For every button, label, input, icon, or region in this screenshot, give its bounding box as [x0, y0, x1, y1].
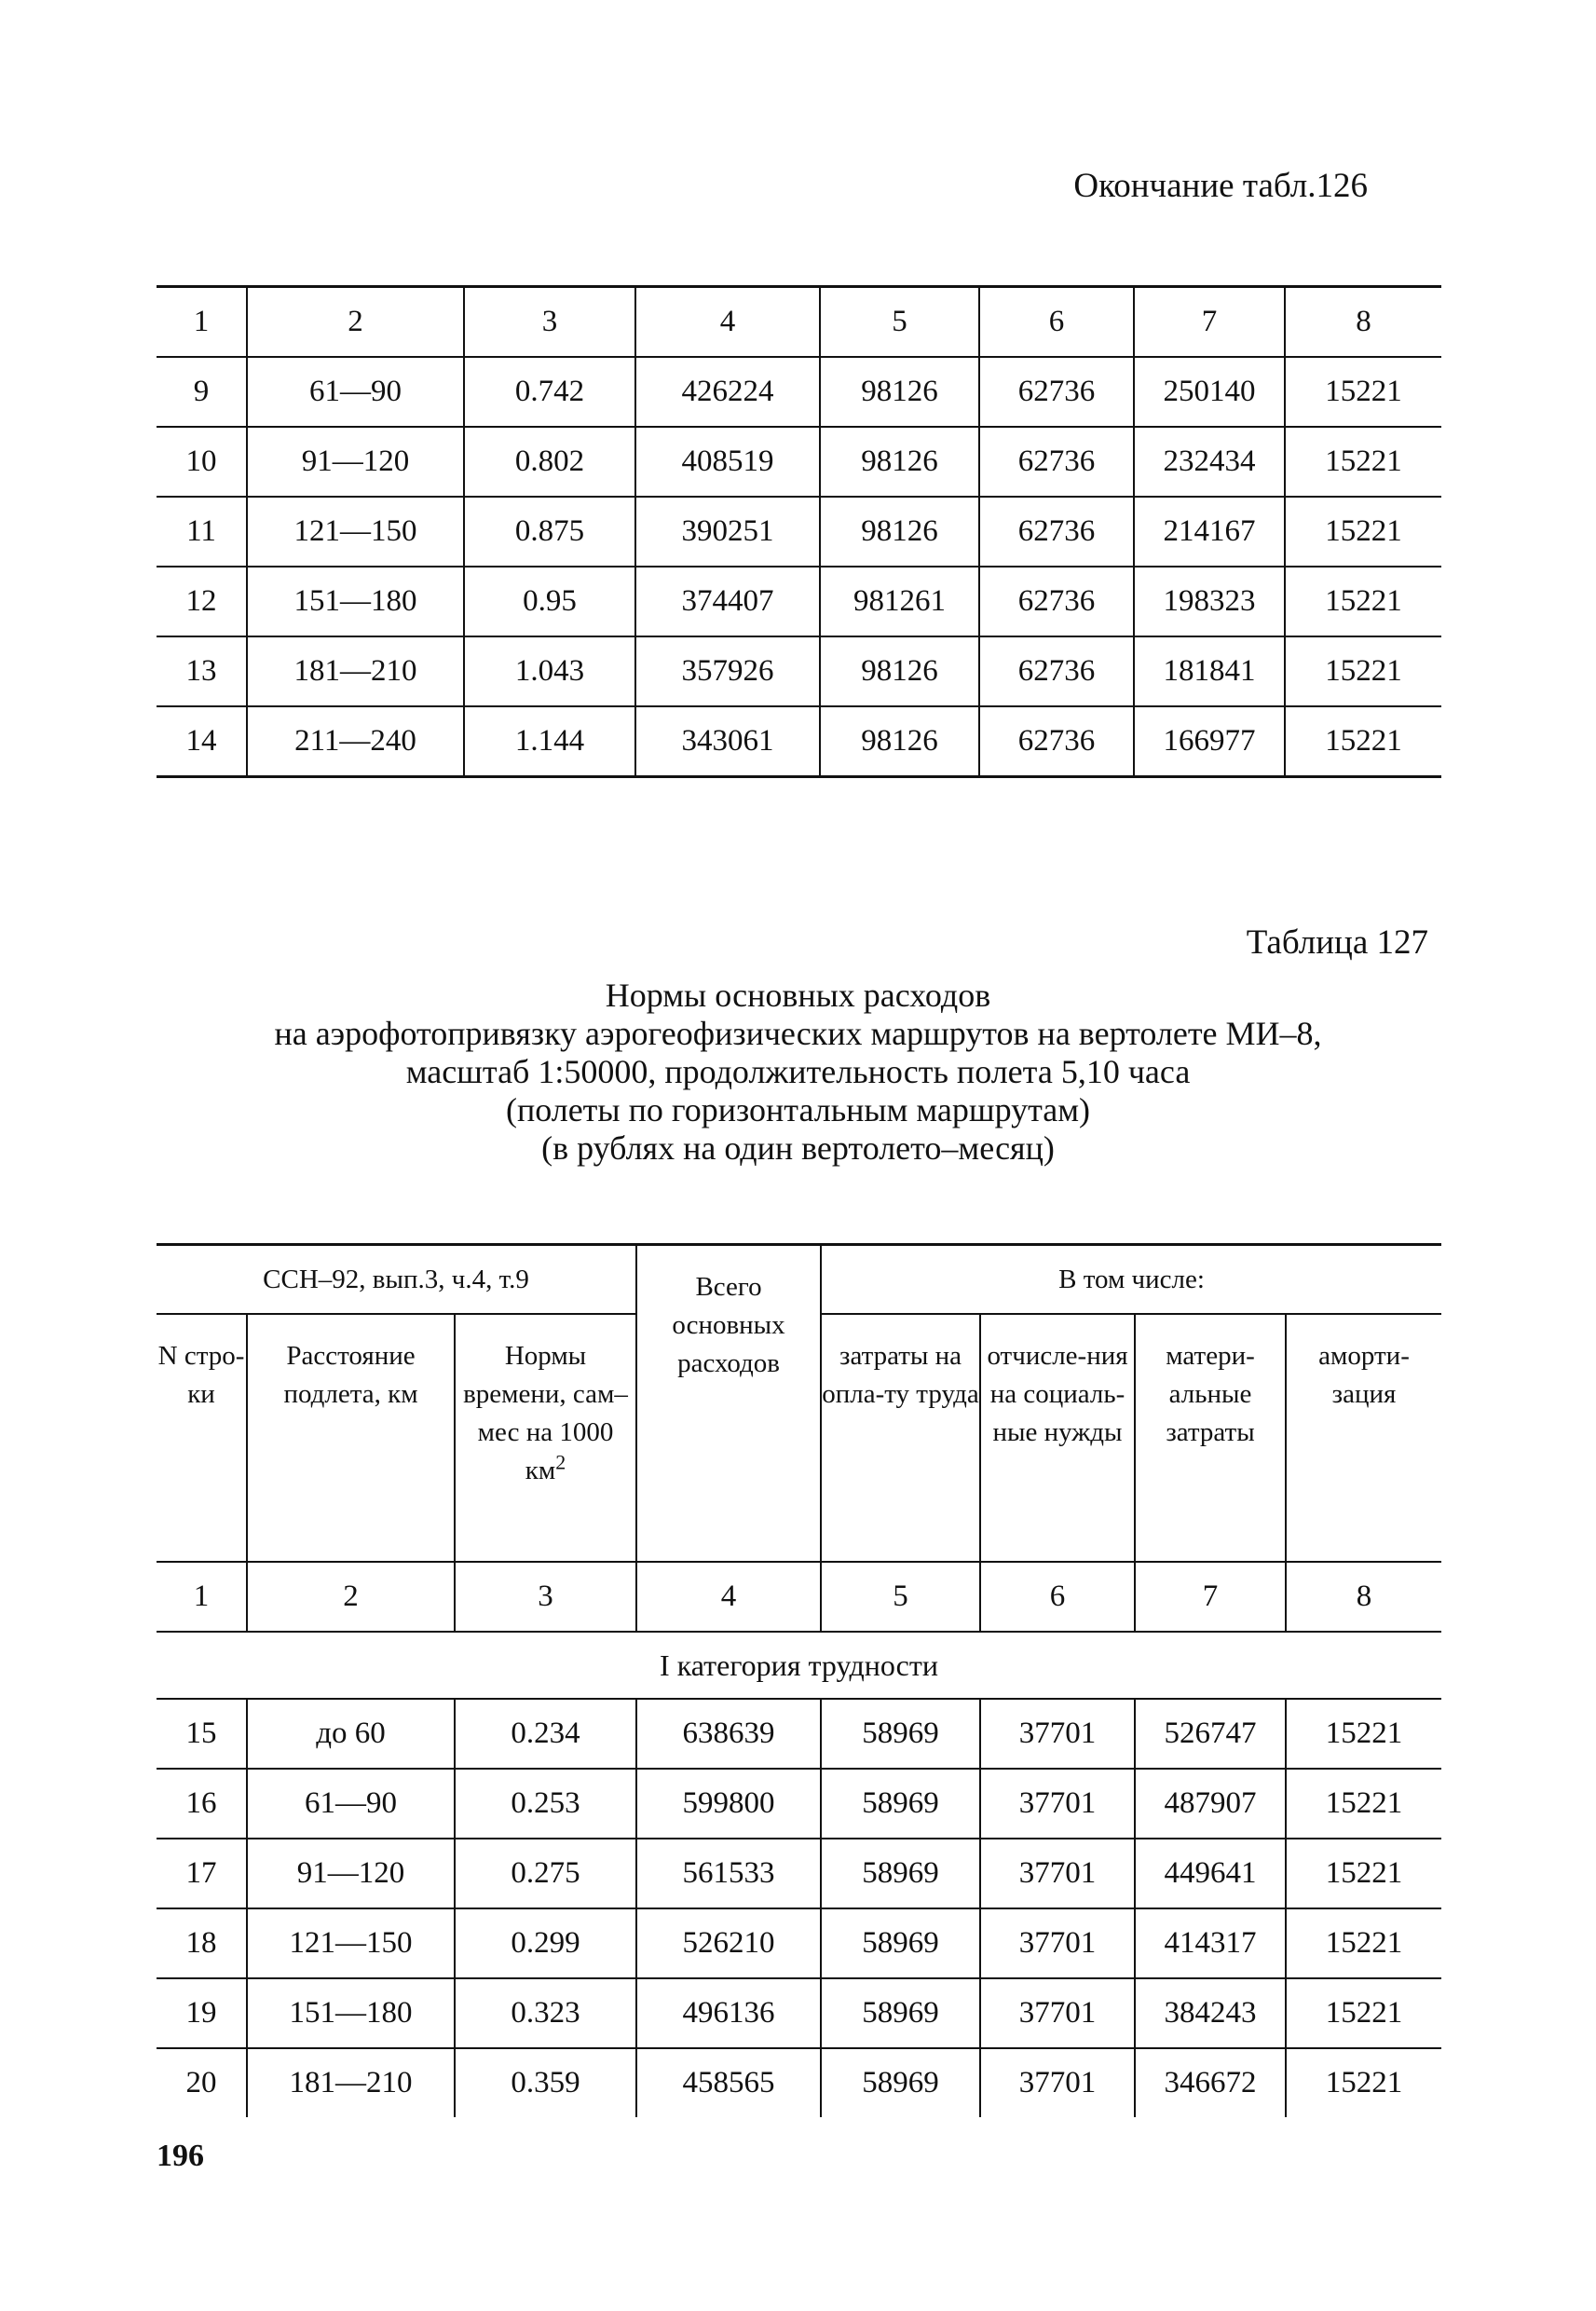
table-cell: 15221 [1285, 357, 1441, 427]
table-cell: 58969 [821, 1839, 980, 1908]
column-number-cell: 6 [980, 1562, 1135, 1632]
page-number: 196 [157, 2139, 204, 2173]
table-cell: 98126 [820, 636, 979, 706]
table-cell: 408519 [635, 427, 820, 497]
table-cell: 15221 [1286, 1908, 1441, 1978]
table-cell: 18 [157, 1908, 247, 1978]
table-cell: 599800 [636, 1769, 821, 1839]
column-number-cell: 3 [455, 1562, 636, 1632]
table-cell: 37701 [980, 1769, 1135, 1839]
table-row [157, 2048, 1441, 2117]
table-cell: 181841 [1134, 636, 1285, 706]
table-cell: 62736 [979, 427, 1134, 497]
table-row [157, 1978, 1441, 2048]
table-cell: 37701 [980, 1908, 1135, 1978]
section-row [157, 1632, 1441, 1699]
table-row [157, 636, 1441, 706]
table-cell: 12 [157, 567, 247, 636]
column-number-row [157, 1562, 1441, 1632]
table-cell: до 60 [247, 1699, 455, 1769]
material-costs-header: матери-альные затраты [1135, 1314, 1286, 1562]
table-cell: 0.275 [455, 1839, 636, 1908]
table-cell: 0.802 [464, 427, 635, 497]
social-deductions-header: отчисле-ния на социаль-ные нужды [980, 1314, 1135, 1562]
table-cell: 526210 [636, 1908, 821, 1978]
table-cell: 62736 [979, 497, 1134, 567]
table-cell: 15221 [1286, 1699, 1441, 1769]
table-cell: 20 [157, 2048, 247, 2117]
table-cell: 37701 [980, 2048, 1135, 2117]
column-number-cell: 8 [1286, 1562, 1441, 1632]
table-cell: 346672 [1135, 2048, 1286, 2117]
total-expenses-header: Всего основных расходов [636, 1245, 821, 1563]
table-cell: 62736 [979, 357, 1134, 427]
row-number-header: N стро-ки [157, 1314, 247, 1562]
table-row [157, 1699, 1441, 1769]
table-cell: 58969 [821, 1978, 980, 2048]
table-cell: 121—150 [247, 1908, 455, 1978]
table-cell: 91—120 [247, 427, 464, 497]
table-cell: 214167 [1134, 497, 1285, 567]
table-126-continuation [157, 285, 1441, 778]
table-cell: 58969 [821, 1699, 980, 1769]
table-cell: 37701 [980, 1978, 1135, 2048]
table-cell: 343061 [635, 706, 820, 777]
table-cell: 15 [157, 1699, 247, 1769]
table-127-heading [0, 977, 1596, 1168]
table-cell: 181—210 [247, 636, 464, 706]
table-127 [157, 1243, 1441, 2117]
column-number-row [157, 287, 1441, 358]
table-cell: 198323 [1134, 567, 1285, 636]
column-number-cell: 4 [636, 1562, 821, 1632]
table-row [157, 706, 1441, 777]
table-cell: 0.234 [455, 1699, 636, 1769]
heading-line: масштаб 1:50000, продолжительность полета 5,10 часа [405, 1053, 1191, 1090]
table-cell: 232434 [1134, 427, 1285, 497]
time-norms-header [455, 1314, 636, 1562]
distance-header: Расстояние подлета, км [247, 1314, 455, 1562]
table-cell: 11 [157, 497, 247, 567]
table-127-label: Таблица 127 [1246, 923, 1428, 962]
table-cell: 16 [157, 1769, 247, 1839]
table-cell: 166977 [1134, 706, 1285, 777]
table-cell: 487907 [1135, 1769, 1286, 1839]
table-cell: 15221 [1286, 2048, 1441, 2117]
table-cell: 151—180 [247, 1978, 455, 2048]
table-cell: 390251 [635, 497, 820, 567]
table-row [157, 357, 1441, 427]
table-row [157, 1839, 1441, 1908]
column-number-cell: 6 [979, 287, 1134, 358]
heading-line: (в рублях на один вертолето–месяц) [541, 1129, 1055, 1167]
table-cell: 98126 [820, 427, 979, 497]
table-cell: 58969 [821, 2048, 980, 2117]
table-row [157, 497, 1441, 567]
table-cell: 15221 [1285, 567, 1441, 636]
table-cell: 15221 [1285, 636, 1441, 706]
column-number-cell: 4 [635, 287, 820, 358]
heading-line: на аэрофотопривязку аэрогеофизических маршрутов на вертолете МИ–8, [274, 1015, 1322, 1052]
table-cell: 374407 [635, 567, 820, 636]
amortization-header: аморти-зация [1286, 1314, 1441, 1562]
table-cell: 0.95 [464, 567, 635, 636]
table-cell: 13 [157, 636, 247, 706]
table-cell: 250140 [1134, 357, 1285, 427]
table-row [157, 1769, 1441, 1839]
column-number-cell: 7 [1135, 1562, 1286, 1632]
table-cell: 981261 [820, 567, 979, 636]
section-title: I категория трудности [157, 1632, 1441, 1699]
table-cell: 15221 [1286, 1978, 1441, 2048]
table-cell: 62736 [979, 567, 1134, 636]
table-cell: 15221 [1285, 497, 1441, 567]
table-cell: 181—210 [247, 2048, 455, 2117]
column-number-cell: 8 [1285, 287, 1441, 358]
table-cell: 211—240 [247, 706, 464, 777]
table-cell: 14 [157, 706, 247, 777]
table-row [157, 1908, 1441, 1978]
table-cell: 357926 [635, 636, 820, 706]
continuation-title: Окончание табл.126 [1073, 167, 1368, 205]
table-cell: 9 [157, 357, 247, 427]
column-number-cell: 5 [820, 287, 979, 358]
labor-cost-header: затраты на опла-ту труда [821, 1314, 980, 1562]
table-cell: 1.043 [464, 636, 635, 706]
heading-line: (полеты по горизонтальным маршрутам) [505, 1091, 1091, 1128]
table-cell: 98126 [820, 497, 979, 567]
table-cell: 37701 [980, 1839, 1135, 1908]
table-cell: 58969 [821, 1908, 980, 1978]
table-cell: 449641 [1135, 1839, 1286, 1908]
table-cell: 426224 [635, 357, 820, 427]
table-cell: 98126 [820, 706, 979, 777]
table-cell: 37701 [980, 1699, 1135, 1769]
table-cell: 0.299 [455, 1908, 636, 1978]
column-number-cell: 5 [821, 1562, 980, 1632]
table-cell: 561533 [636, 1839, 821, 1908]
table-cell: 15221 [1285, 706, 1441, 777]
table-cell: 151—180 [247, 567, 464, 636]
table-cell: 0.253 [455, 1769, 636, 1839]
table-cell: 458565 [636, 2048, 821, 2117]
table-cell: 15221 [1286, 1769, 1441, 1839]
table-cell: 58969 [821, 1769, 980, 1839]
table-cell: 1.144 [464, 706, 635, 777]
including-group-header: В том числе: [821, 1245, 1441, 1315]
table-cell: 121—150 [247, 497, 464, 567]
table-cell: 98126 [820, 357, 979, 427]
time-norms-superscript: 2 [555, 1450, 566, 1474]
table-cell: 384243 [1135, 1978, 1286, 2048]
table-cell: 414317 [1135, 1908, 1286, 1978]
table-cell: 0.323 [455, 1978, 636, 2048]
table-cell: 17 [157, 1839, 247, 1908]
table-cell: 62736 [979, 636, 1134, 706]
table-cell: 496136 [636, 1978, 821, 2048]
column-number-cell: 1 [193, 305, 210, 338]
column-number-cell: 3 [464, 287, 635, 358]
table-cell: 61—90 [247, 1769, 455, 1839]
column-number-cell: 2 [247, 1562, 455, 1632]
table-cell: 10 [157, 427, 247, 497]
table-cell: 62736 [979, 706, 1134, 777]
heading-line: Нормы основных расходов [605, 977, 991, 1014]
table-cell: 61—90 [247, 357, 464, 427]
header-group-row [157, 1245, 1441, 1315]
table-cell: 0.359 [455, 2048, 636, 2117]
table-row [157, 567, 1441, 636]
table-cell: 526747 [1135, 1699, 1286, 1769]
table-cell: 15221 [1286, 1839, 1441, 1908]
table-cell: 0.875 [464, 497, 635, 567]
column-number-cell: 2 [247, 287, 464, 358]
column-number-cell: 1 [157, 1562, 247, 1632]
ssn-group-header: ССН–92, вып.3, ч.4, т.9 [263, 1264, 529, 1294]
table-cell: 638639 [636, 1699, 821, 1769]
table-cell: 15221 [1285, 427, 1441, 497]
table-cell: 19 [157, 1978, 247, 2048]
table-cell: 0.742 [464, 357, 635, 427]
time-norms-text: Нормы времени, сам–мес на 1000 км [463, 1341, 628, 1485]
table-row [157, 427, 1441, 497]
column-number-cell: 7 [1134, 287, 1285, 358]
table-cell: 91—120 [247, 1839, 455, 1908]
